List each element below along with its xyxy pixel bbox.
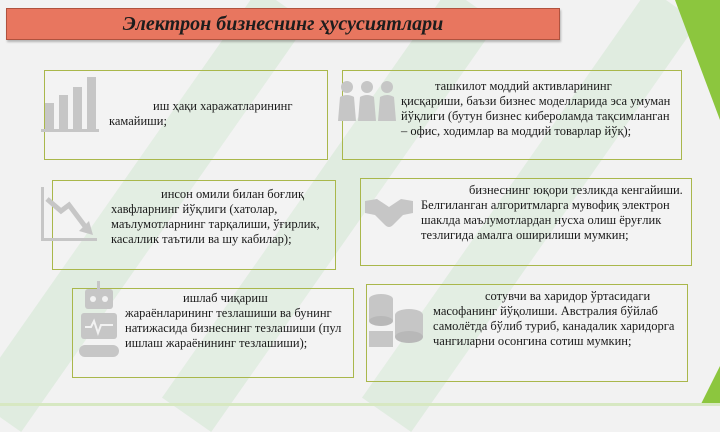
feature-text-3: инсон омили билан боғлиқ хавфларнинг йўқлиги (хатолар, маълумотларнинг тарқалиши, ўғирлик, касаллик таътили ва шу кабилар); (111, 187, 320, 246)
feature-card-5 (72, 288, 354, 378)
feature-card-4 (360, 178, 692, 266)
handshake-icon (363, 195, 415, 231)
bar-chart-icon (39, 73, 101, 133)
feature-text-6: сотувчи ва харидор ўртасидаги масофанинг йўқолиши. Австралия бўйлаб самолётда бўлиб туриб, канадалик харидорга чангиларни осонгина сотиш мумкин; (433, 289, 675, 348)
declining-chart-icon (39, 185, 99, 245)
feature-text-4: бизнеснинг юқори тезликда кенгайиши. Белгиланган алгоритмларга мувофиқ электрон шаклда маълумотлардан нусха олиш ёруғлик тезлигида амалга оширилиши мумкин; (421, 183, 683, 242)
slide-title-bar (6, 8, 560, 40)
robot-icon (77, 281, 121, 363)
feature-card-2 (342, 70, 682, 160)
money-icon (365, 291, 429, 353)
decorative-triangle-bottom (700, 366, 720, 406)
feature-text-2: ташкилот моддий активларининг қисқариши, баъзи бизнес моделларида эса умуман йўқлиги (бутун бизнес кибероламда тақсимланган – офис, ходимлар ва моддий товарлар йўқ); (401, 79, 671, 138)
slide-title: Электрон бизнеснинг ҳусусиятлари (122, 12, 444, 35)
feature-text-5: ишлаб чиқариш жараёнларининг тезлашиши ва бунинг натижасида бизнеснинг тезлашиши (пул ишлаш жараёнининг тезлашиши); (125, 291, 342, 350)
people-icon (335, 79, 399, 123)
feature-text-1: иш ҳақи харажатларининг камайиши; (109, 99, 293, 128)
feature-card-6 (366, 284, 688, 382)
feature-card-1 (44, 70, 328, 160)
feature-card-3 (52, 180, 336, 270)
